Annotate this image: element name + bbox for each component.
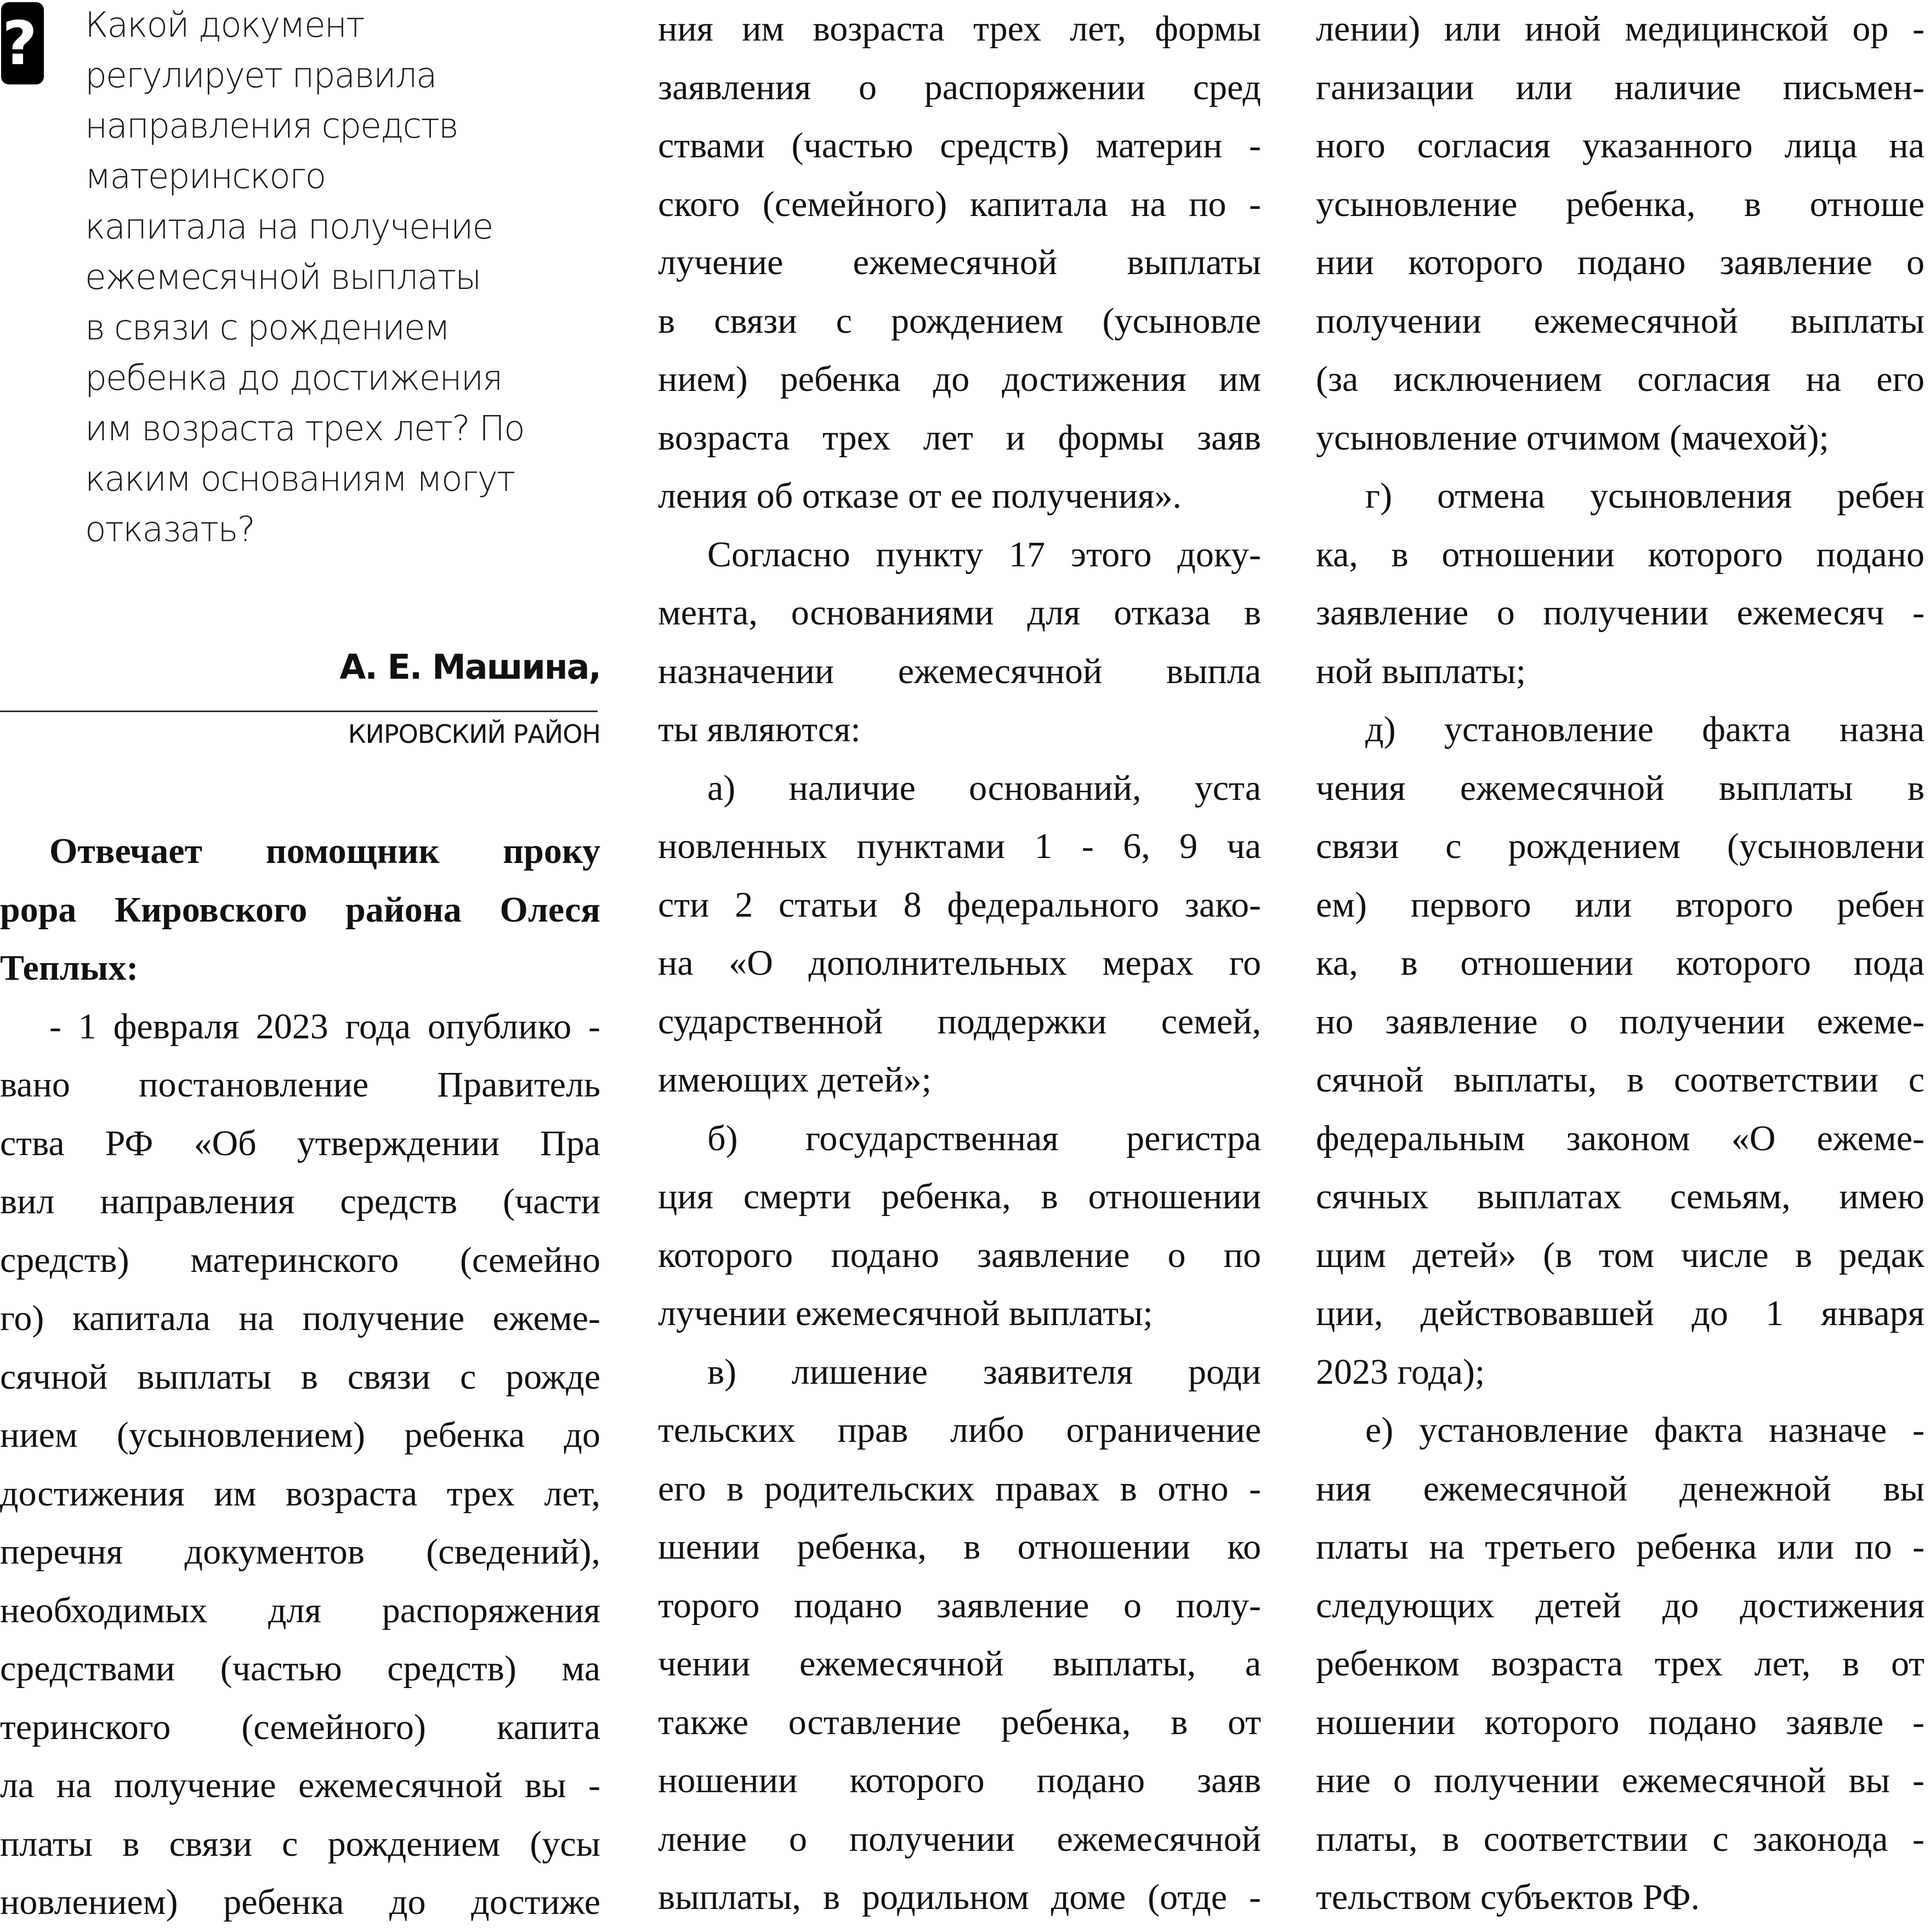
text-line: лучение ежемесячной выплаты bbox=[658, 242, 1261, 282]
text-line: сти 2 статьи 8 федерального зако- bbox=[658, 884, 1261, 925]
text-line: которого подано заявление о по bbox=[658, 1235, 1261, 1275]
question-line: ребенка до достижения bbox=[85, 358, 502, 398]
text-line: щим детей» (в том числе в редак bbox=[1316, 1235, 1925, 1275]
text-line: ция смерти ребенка, в отношении bbox=[658, 1177, 1261, 1217]
text-line: возраста трех лет и формы заяв bbox=[658, 417, 1261, 458]
text-line: на «О дополнительных мерах го bbox=[658, 943, 1261, 983]
answer-middle-text bbox=[658, 0, 1261, 1927]
text-line: лучении ежемесячной выплаты; bbox=[658, 1293, 1153, 1333]
text-line: нии которого подано заявление о bbox=[1316, 242, 1925, 282]
text-line: ла на получение ежемесячной вы - bbox=[0, 1765, 600, 1805]
text-line: ного согласия указанного лица на bbox=[1316, 126, 1925, 166]
text-line: нием) ребенка до достижения им bbox=[658, 359, 1261, 399]
text-line: средств) материнского (семейно bbox=[0, 1240, 600, 1280]
text-line: нием (усыновлением) ребенка до bbox=[0, 1415, 600, 1455]
text-line: ние о получении ежемесячной вы - bbox=[1316, 1760, 1925, 1800]
text-line: ства РФ «Об утверждении Пра bbox=[0, 1123, 600, 1163]
text-line: г) отмена усыновления ребен bbox=[1365, 476, 1925, 516]
text-line: ния ежемесячной денежной вы bbox=[1316, 1468, 1925, 1509]
answer-heading-line: рора Кировского района Олеся bbox=[0, 889, 600, 930]
text-line: торого подано заявление о полу- bbox=[658, 1585, 1261, 1626]
answer-left-text bbox=[0, 822, 600, 1932]
text-line: вил направления средств (части bbox=[0, 1181, 600, 1221]
text-line: следующих детей до достижения bbox=[1316, 1585, 1925, 1626]
text-line: чения ежемесячной выплаты в bbox=[1316, 768, 1925, 808]
text-line: ка, в отношении которого пода bbox=[1316, 943, 1925, 983]
question-line: им возраста трех лет? По bbox=[85, 408, 524, 448]
text-line: необходимых для распоряжения bbox=[0, 1590, 600, 1630]
text-line: его в родительских правах в отно - bbox=[658, 1468, 1261, 1509]
text-line: теринского (семейного) капита bbox=[0, 1707, 600, 1747]
text-line: ствами (частью средств) материн - bbox=[658, 126, 1261, 166]
text-line: получении ежемесячной выплаты bbox=[1316, 300, 1925, 341]
question-line: материнского bbox=[85, 156, 326, 196]
question-mark-icon: ? bbox=[1, 2, 44, 84]
text-line: в) лишение заявителя роди bbox=[707, 1351, 1261, 1392]
text-line: ление о получении ежемесячной bbox=[658, 1819, 1261, 1859]
text-line: шении ребенка, в отношении ко bbox=[658, 1527, 1261, 1567]
text-line: сударственной поддержки семей, bbox=[658, 1001, 1261, 1042]
text-line: ной выплаты; bbox=[1316, 651, 1526, 691]
answer-right-text bbox=[1316, 0, 1925, 1927]
text-line: сячных выплатах семьям, имею bbox=[1316, 1177, 1925, 1217]
text-line: федеральным законом «О ежеме- bbox=[1316, 1118, 1925, 1158]
text-line: (за исключением согласия на его bbox=[1316, 359, 1925, 399]
text-line: средствами (частью средств) ма bbox=[0, 1649, 600, 1689]
text-line: усыновление отчимом (мачехой); bbox=[1316, 417, 1829, 458]
text-line: ции, действовавшей до 1 января bbox=[1316, 1293, 1925, 1333]
text-line: ского (семейного) капитала на по - bbox=[658, 184, 1261, 224]
author-district: КИРОВСКИЙ РАЙОН bbox=[348, 719, 600, 749]
text-line: ем) первого или второго ребен bbox=[1316, 884, 1925, 925]
answer-heading-line: Отвечает помощник проку bbox=[49, 831, 600, 871]
text-line: имеющих детей»; bbox=[658, 1060, 932, 1100]
text-line: - 1 февраля 2023 года опублико - bbox=[49, 1006, 600, 1047]
text-line: лении) или иной медицинской ор - bbox=[1316, 9, 1925, 49]
text-line: перечня документов (сведений), bbox=[0, 1532, 600, 1572]
text-line: ка, в отношении которого подано bbox=[1316, 534, 1925, 575]
text-line: новлением) ребенка до достиже bbox=[0, 1882, 600, 1922]
text-line: ношении которого подано заявле - bbox=[1316, 1702, 1925, 1742]
text-line: тельских прав либо ограничение bbox=[658, 1410, 1261, 1450]
text-line: а) наличие оснований, уста bbox=[707, 768, 1261, 808]
reader-question bbox=[85, 0, 600, 555]
text-line: ганизации или наличие письмен- bbox=[1316, 67, 1925, 107]
text-line: го) капитала на получение ежеме- bbox=[0, 1298, 600, 1338]
text-line: тельством субъектов РФ. bbox=[1316, 1877, 1700, 1917]
text-line: 2023 года); bbox=[1316, 1351, 1485, 1392]
text-line: вано постановление Правитель bbox=[0, 1065, 600, 1105]
question-line: направления средств bbox=[85, 106, 458, 146]
text-line: Согласно пункту 17 этого доку- bbox=[707, 534, 1261, 575]
text-line: заявление о получении ежемесяч - bbox=[1316, 593, 1925, 633]
text-line: ния им возраста трех лет, формы bbox=[658, 9, 1261, 49]
text-line: ношении которого подано заяв bbox=[658, 1760, 1261, 1800]
text-line: достижения им возраста трех лет, bbox=[0, 1473, 600, 1514]
question-line: Какой документ bbox=[85, 5, 364, 45]
text-line: также оставление ребенка, в от bbox=[658, 1702, 1261, 1742]
text-line: сячной выплаты в связи с рожде bbox=[0, 1356, 600, 1397]
text-line: но заявление о получении ежеме- bbox=[1316, 1001, 1925, 1042]
text-line: д) установление факта назна bbox=[1365, 709, 1925, 749]
text-line: ребенком возраста трех лет, в от bbox=[1316, 1644, 1925, 1684]
question-author: А. Е. Машина, bbox=[339, 647, 600, 687]
question-line: регулирует правила bbox=[85, 55, 436, 95]
answer-heading-line: Теплых: bbox=[0, 948, 139, 988]
text-line: новленных пунктами 1 - 6, 9 ча bbox=[658, 826, 1261, 866]
divider bbox=[0, 711, 598, 712]
text-line: ты являются: bbox=[658, 709, 861, 749]
question-line: в связи с рождением bbox=[85, 308, 450, 348]
question-line: капитала на получение bbox=[85, 207, 493, 247]
text-line: связи с рождением (усыновлени bbox=[1316, 826, 1925, 866]
text-line: платы, в соответствии с законода - bbox=[1316, 1819, 1925, 1859]
question-line: ежемесячной выплаты bbox=[85, 257, 481, 297]
question-line: отказать? bbox=[85, 509, 254, 549]
text-line: мента, основаниями для отказа в bbox=[658, 593, 1261, 633]
text-line: заявления о распоряжении сред bbox=[658, 67, 1261, 107]
text-line: усыновление ребенка, в отноше bbox=[1316, 184, 1925, 224]
text-line: сячной выплаты, в соответствии с bbox=[1316, 1060, 1925, 1100]
text-line: выплаты, в родильном доме (отде - bbox=[658, 1877, 1261, 1917]
question-line: каким основаниям могут bbox=[85, 459, 515, 499]
text-line: б) государственная регистра bbox=[707, 1118, 1261, 1158]
text-line: чении ежемесячной выплаты, а bbox=[658, 1644, 1261, 1684]
text-line: платы в связи с рождением (усы bbox=[0, 1823, 600, 1864]
text-line: в связи с рождением (усыновле bbox=[658, 300, 1261, 341]
text-line: ления об отказе от ее получения». bbox=[658, 476, 1182, 516]
text-line: платы на третьего ребенка или по - bbox=[1316, 1527, 1925, 1567]
text-line: назначении ежемесячной выпла bbox=[658, 651, 1261, 691]
text-line: е) установление факта назначе - bbox=[1365, 1410, 1925, 1450]
